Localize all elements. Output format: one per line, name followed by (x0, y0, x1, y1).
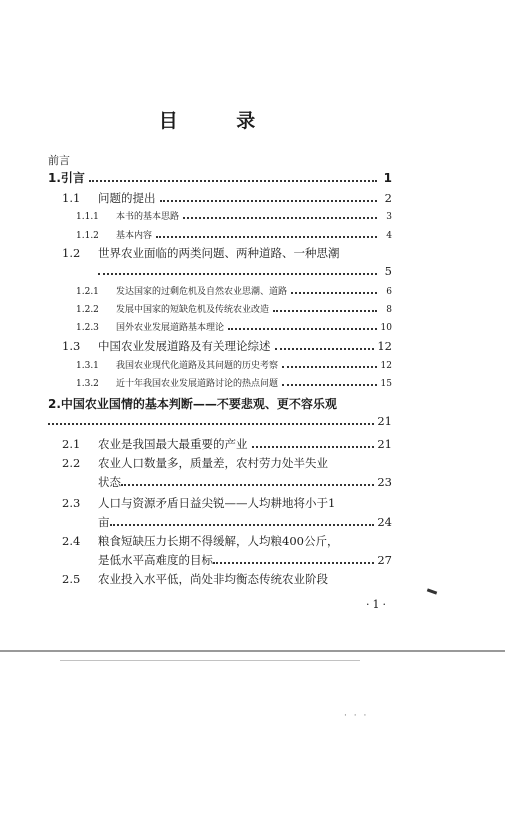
toc-page-number: 21 (377, 414, 392, 428)
toc-page-number: 12 (380, 361, 392, 371)
toc-title: 近十年我国农业发展道路讨论的热点问题 (116, 379, 279, 389)
toc-number: 1.2 (62, 246, 81, 260)
scan-edge-line (0, 650, 505, 652)
leader-dots (110, 523, 375, 526)
toc-subsection-1-2-1[interactable] (76, 284, 392, 297)
toc-title: 问题的提出 (98, 191, 156, 205)
toc-page-number: 5 (384, 264, 392, 278)
toc-number: 1.3.1 (76, 361, 99, 371)
toc-section-1-2-leader (98, 264, 392, 278)
leader-dots (228, 327, 377, 330)
toc-title: 发展中国家的短缺危机及传统农业改造 (116, 305, 270, 315)
toc-page-number: 12 (377, 339, 392, 353)
toc-section-2-1[interactable] (62, 436, 392, 452)
toc-page-number: 21 (377, 437, 392, 451)
toc-number: 1.3.2 (76, 379, 99, 389)
leader-dots (156, 235, 377, 238)
leader-dots (291, 291, 377, 294)
toc-title: 人口与资源矛盾日益尖锐——人均耕地将小于1 (98, 496, 336, 510)
scan-mark (427, 588, 437, 594)
toc-number: 1.1 (62, 191, 81, 205)
toc-section-2-4[interactable] (62, 533, 392, 549)
leader-dots (48, 422, 374, 425)
toc-title: 国外农业发展道路基本理论 (116, 323, 225, 333)
leader-dots (252, 445, 375, 448)
toc-title: 基本内容 (116, 231, 153, 241)
toc-number: 2.1 (62, 437, 81, 451)
toc-section-2-2-cont (98, 474, 392, 490)
toc-title: 农业投入水平低，尚处非均衡态传统农业阶段 (98, 572, 328, 586)
toc-title: 农业是我国最大最重要的产业 (98, 437, 248, 451)
toc-section-1-3[interactable] (62, 338, 392, 354)
toc-title: 中国农业国情的基本判断——不要悲观、更不容乐观 (60, 397, 337, 411)
toc-title: 本书的基本思路 (116, 212, 180, 222)
toc-subsection-1-2-2[interactable] (76, 302, 392, 315)
toc-title-continued: 是低水平高难度的目标 (98, 553, 213, 567)
toc-number: 1.2.3 (76, 323, 99, 333)
toc-page-number: 8 (386, 305, 392, 315)
toc-title: 粮食短缺压力长期不得缓解，人均粮400公斤， (98, 534, 339, 548)
toc-subsection-1-1-2[interactable] (76, 228, 392, 241)
toc-section-2-4-cont (98, 552, 392, 568)
toc-number: 2.4 (62, 534, 81, 548)
toc-page-number: 10 (380, 323, 392, 333)
leader-dots (160, 199, 378, 202)
toc-section-2-5[interactable] (62, 571, 392, 587)
leader-dots (98, 272, 377, 275)
toc-page-number: 1 (383, 171, 392, 185)
toc-page-number: 4 (386, 231, 392, 241)
toc-chapter-1[interactable] (48, 169, 392, 186)
page-number: ·1· (366, 598, 389, 611)
toc-section-2-2[interactable] (62, 455, 392, 471)
toc-section-2-3-cont (98, 514, 392, 530)
toc-page-number: 27 (377, 553, 392, 567)
toc-section-2-3[interactable] (62, 495, 392, 511)
toc-title: 发达国家的过剩危机及自然农业思潮、道路 (116, 287, 288, 297)
toc-subsection-1-3-2[interactable] (76, 376, 392, 389)
toc-title-continued: 状态 (98, 475, 121, 489)
toc-title: 我国农业现代化道路及其问题的历史考察 (116, 361, 279, 371)
leader-dots (89, 179, 377, 182)
toc-title: 中国农业发展道路及有关理论综述 (98, 339, 271, 353)
toc-section-1-1[interactable] (62, 190, 392, 206)
toc-number: 1.2.2 (76, 305, 99, 315)
leader-dots (282, 365, 377, 368)
toc-foreword: 前言 (48, 154, 70, 167)
leader-dots (282, 383, 377, 386)
toc-number: 1.1.1 (76, 212, 99, 222)
toc-page-number: 6 (386, 287, 392, 297)
leader-dots (121, 483, 374, 486)
toc-chapter-2[interactable] (48, 395, 392, 412)
scan-edge-line (60, 660, 360, 661)
toc-title-continued: 亩 (98, 515, 110, 529)
toc-number: 1.3 (62, 339, 81, 353)
toc-subsection-1-2-3[interactable] (76, 320, 392, 333)
toc-title: 农业人口数量多，质量差，农村劳力处半失业 (98, 456, 328, 470)
toc-page-number: 15 (380, 379, 392, 389)
page-title: 目 录 (158, 110, 282, 132)
toc-number: 2.2 (62, 456, 81, 470)
toc-number: 2. (48, 397, 61, 411)
scan-specks: · · · (344, 711, 369, 721)
leader-dots (183, 216, 377, 219)
toc-number: 2.5 (62, 572, 81, 586)
toc-page-number: 3 (386, 212, 392, 222)
toc-chapter-2-leader (48, 414, 392, 428)
toc-number: 1.1.2 (76, 231, 99, 241)
toc-section-1-2[interactable] (62, 245, 392, 261)
toc-number: 1.2.1 (76, 287, 99, 297)
toc-page-number: 2 (384, 191, 392, 205)
toc-title: 引言 (60, 171, 85, 185)
toc-subsection-1-1-1[interactable] (76, 209, 392, 222)
toc-title: 世界农业面临的两类问题、两种道路、一种思潮 (98, 246, 340, 260)
toc-number: 2.3 (62, 496, 81, 510)
toc-subsection-1-3-1[interactable] (76, 358, 392, 371)
leader-dots (275, 347, 375, 350)
leader-dots (273, 309, 377, 312)
leader-dots (213, 561, 374, 564)
toc-number: 1. (48, 171, 61, 185)
toc-page-number: 23 (377, 475, 392, 489)
toc-page-number: 24 (377, 515, 392, 529)
